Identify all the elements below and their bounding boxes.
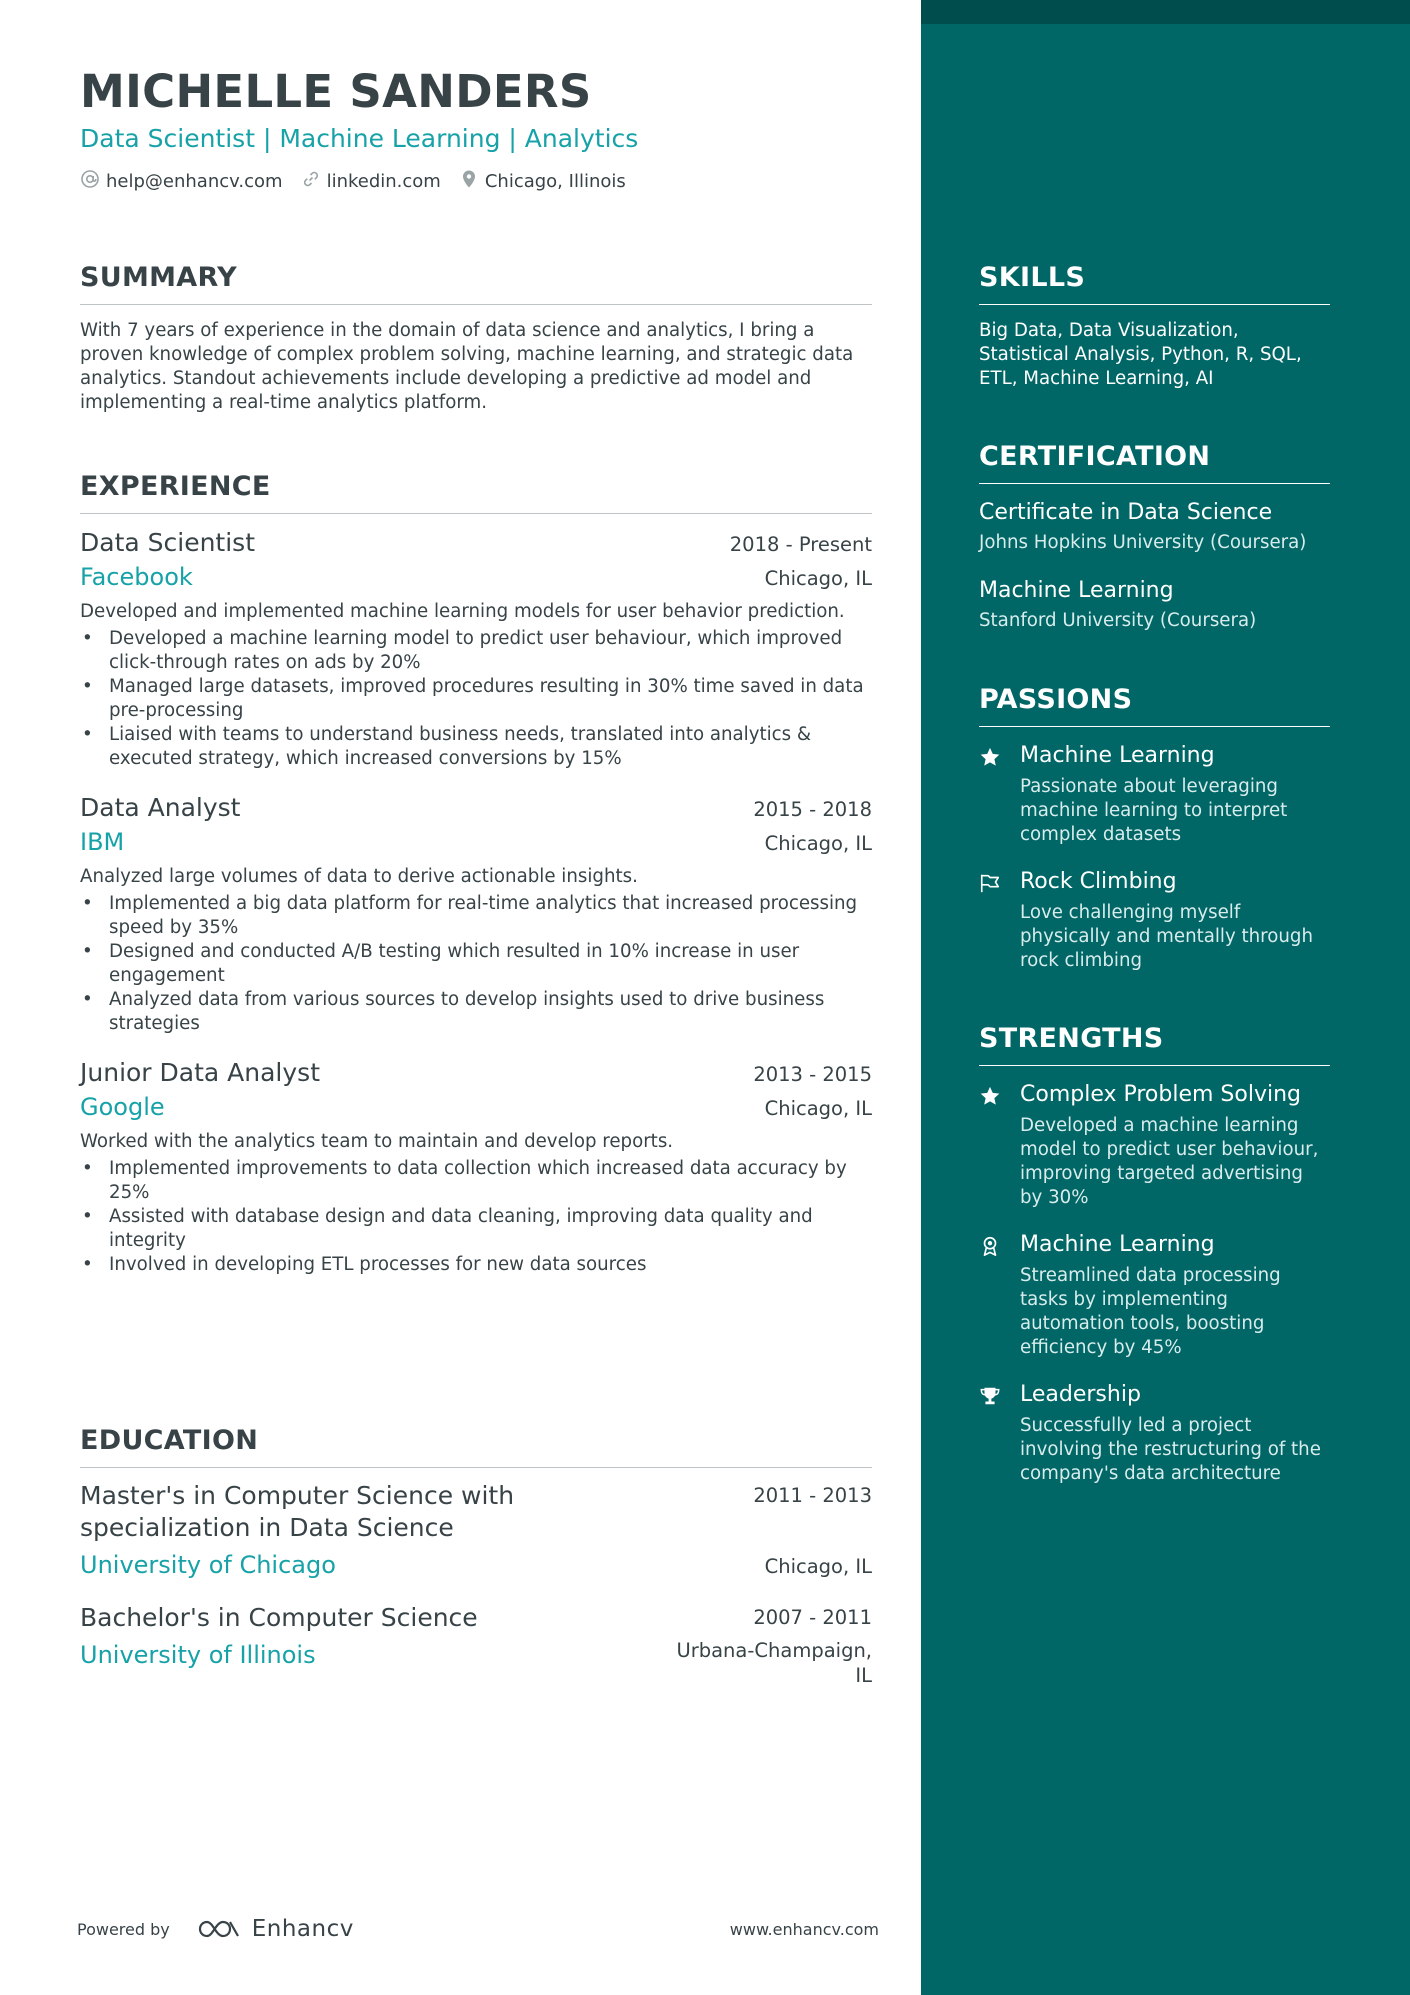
footer <box>77 1916 879 1942</box>
certification-issuer: Johns Hopkins University (Coursera) <box>979 532 1307 553</box>
strength-description: Successfully led a project involving the restructuring of the company's data architecture <box>1020 1415 1321 1484</box>
certification-heading: CERTIFICATION <box>979 439 1330 484</box>
job-bullet: • Liaised with teams to understand business needs, translated into analytics & executed strategy, which increased conversions by 15% <box>80 723 872 771</box>
experience-section <box>80 469 872 1277</box>
award-ribbon-icon <box>979 1230 1006 1360</box>
website-link[interactable]: www.enhancv.com <box>729 1919 879 1939</box>
certification-name: Certificate in Data Science <box>979 500 1273 525</box>
passion-name: Rock Climbing <box>1020 869 1177 894</box>
job-company: IBM <box>80 828 125 856</box>
job-bullet: • Involved in developing ETL processes for new data sources <box>80 1253 872 1277</box>
job-description: Worked with the analytics team to maintain and develop reports. <box>80 1131 674 1152</box>
contact-linkedin[interactable] <box>301 169 441 194</box>
job-location: Chicago, IL <box>764 567 872 590</box>
job-entry <box>80 791 872 1036</box>
strengths-section <box>979 1021 1330 1486</box>
contact-row <box>80 169 872 194</box>
location-pin-icon <box>459 169 479 194</box>
strength-name: Machine Learning <box>1020 1232 1215 1257</box>
education-location <box>676 1638 872 1688</box>
strength-name: Complex Problem Solving <box>1020 1082 1302 1107</box>
star-icon <box>979 741 1006 847</box>
brand-logo[interactable] <box>196 1916 354 1942</box>
job-description: Developed and implemented machine learning models for user behavior prediction. <box>80 601 845 622</box>
job-description: Analyzed large volumes of data to derive actionable insights. <box>80 866 638 887</box>
passions-section <box>979 682 1330 973</box>
passion-name: Machine Learning <box>1020 743 1215 768</box>
education-entry <box>80 1480 872 1582</box>
education-dates: 2011 - 2013 <box>753 1484 872 1507</box>
summary-section <box>80 260 872 415</box>
certification-entry <box>979 498 1330 556</box>
job-dates: 2015 - 2018 <box>753 798 872 821</box>
job-dates: 2013 - 2015 <box>753 1063 872 1086</box>
main-column <box>80 64 872 1687</box>
certification-entry <box>979 576 1330 634</box>
strength-name: Leadership <box>1020 1382 1141 1407</box>
strength-item <box>979 1080 1330 1210</box>
school-name: University of Illinois <box>80 1641 316 1669</box>
flag-icon <box>979 867 1006 973</box>
education-location-line: Urbana-Champaign, <box>676 1639 872 1662</box>
job-bullets <box>80 627 872 771</box>
job-entry <box>80 526 872 771</box>
contact-email[interactable] <box>80 169 283 194</box>
certification-issuer: Stanford University (Coursera) <box>979 610 1257 631</box>
job-bullets <box>80 892 872 1036</box>
job-title: Data Scientist <box>80 528 255 557</box>
contact-location <box>459 169 626 194</box>
candidate-title: Data Scientist | Machine Learning | Analytics <box>80 124 639 153</box>
job-title: Data Analyst <box>80 793 241 822</box>
job-bullet: • Managed large datasets, improved procedures resulting in 30% time saved in data pre-processing <box>80 675 872 723</box>
job-entry <box>80 1056 872 1277</box>
skills-text: Big Data, Data Visualization, Statistical Analysis, Python, R, SQL, ETL, Machine Learning, AI <box>979 320 1302 389</box>
job-bullets <box>80 1157 872 1277</box>
at-icon <box>80 169 100 194</box>
skills-heading: SKILLS <box>979 260 1330 305</box>
strength-description: Developed a machine learning model to predict user behaviour, improving targeted advertising by 30% <box>1020 1115 1319 1208</box>
job-dates: 2018 - Present <box>729 533 872 556</box>
job-title: Junior Data Analyst <box>80 1058 321 1087</box>
job-location: Chicago, IL <box>764 1097 872 1120</box>
strengths-heading: STRENGTHS <box>979 1021 1330 1066</box>
education-section <box>80 1423 872 1688</box>
education-heading: EDUCATION <box>80 1423 872 1468</box>
sidebar-content <box>979 260 1330 1486</box>
powered-by <box>77 1916 354 1942</box>
passion-item <box>979 867 1330 973</box>
strength-item <box>979 1380 1330 1486</box>
degree-title: Master's in Computer Science with specialization in Data Science <box>80 1481 515 1542</box>
job-bullet: • Developed a machine learning model to predict user behaviour, which improved click-through rates on ads by 20% <box>80 627 872 675</box>
trophy-icon <box>979 1380 1006 1486</box>
contact-linkedin-text: linkedin.com <box>326 171 441 192</box>
job-bullet: • Assisted with database design and data cleaning, improving data quality and integrity <box>80 1205 872 1253</box>
school-name: University of Chicago <box>80 1551 336 1579</box>
contact-email-text: help@enhancv.com <box>106 171 283 192</box>
education-entry <box>80 1602 872 1688</box>
education-location: Chicago, IL <box>764 1555 872 1578</box>
passions-heading: PASSIONS <box>979 682 1330 727</box>
job-location: Chicago, IL <box>764 832 872 855</box>
experience-heading: EXPERIENCE <box>80 469 872 514</box>
star-icon <box>979 1080 1006 1210</box>
education-dates: 2007 - 2011 <box>753 1606 872 1629</box>
job-bullet: • Implemented improvements to data collection which increased data accuracy by 25% <box>80 1157 872 1205</box>
passion-description: Passionate about leveraging machine learning to interpret complex datasets <box>1020 776 1288 845</box>
link-icon <box>301 169 321 194</box>
job-bullet: • Designed and conducted A/B testing which resulted in 10% increase in user engagement <box>80 940 872 988</box>
enhancv-logo-icon <box>196 1917 242 1941</box>
job-bullet: • Implemented a big data platform for real-time analytics that increased processing speed by 35% <box>80 892 872 940</box>
strength-item <box>979 1230 1330 1360</box>
passion-item <box>979 741 1330 847</box>
job-bullet: • Analyzed data from various sources to develop insights used to drive business strategies <box>80 988 872 1036</box>
brand-name: Enhancv <box>251 1916 354 1942</box>
skills-section <box>979 260 1330 391</box>
summary-heading: SUMMARY <box>80 260 872 305</box>
education-location-line: IL <box>855 1664 872 1687</box>
summary-text: With 7 years of experience in the domain of data science and analytics, I bring a proven knowledge of complex problem solving, machine learning, and strategic data analytics. Standout achievements include developing a predictive ad model and implementing a real-time analytics platform. <box>80 320 854 413</box>
certification-name: Machine Learning <box>979 578 1174 603</box>
contact-location-text: Chicago, Illinois <box>484 171 626 192</box>
certification-section <box>979 439 1330 634</box>
passion-description: Love challenging myself physically and mentally through rock climbing <box>1020 902 1313 971</box>
job-company: Facebook <box>80 563 193 591</box>
job-company: Google <box>80 1093 165 1121</box>
candidate-name: MICHELLE SANDERS <box>80 65 592 118</box>
degree-title: Bachelor's in Computer Science <box>80 1603 478 1632</box>
strength-description: Streamlined data processing tasks by implementing automation tools, boosting efficiency by 45% <box>1020 1265 1281 1358</box>
powered-by-label: Powered by <box>77 1919 170 1939</box>
sidebar-top-band <box>921 0 1410 24</box>
